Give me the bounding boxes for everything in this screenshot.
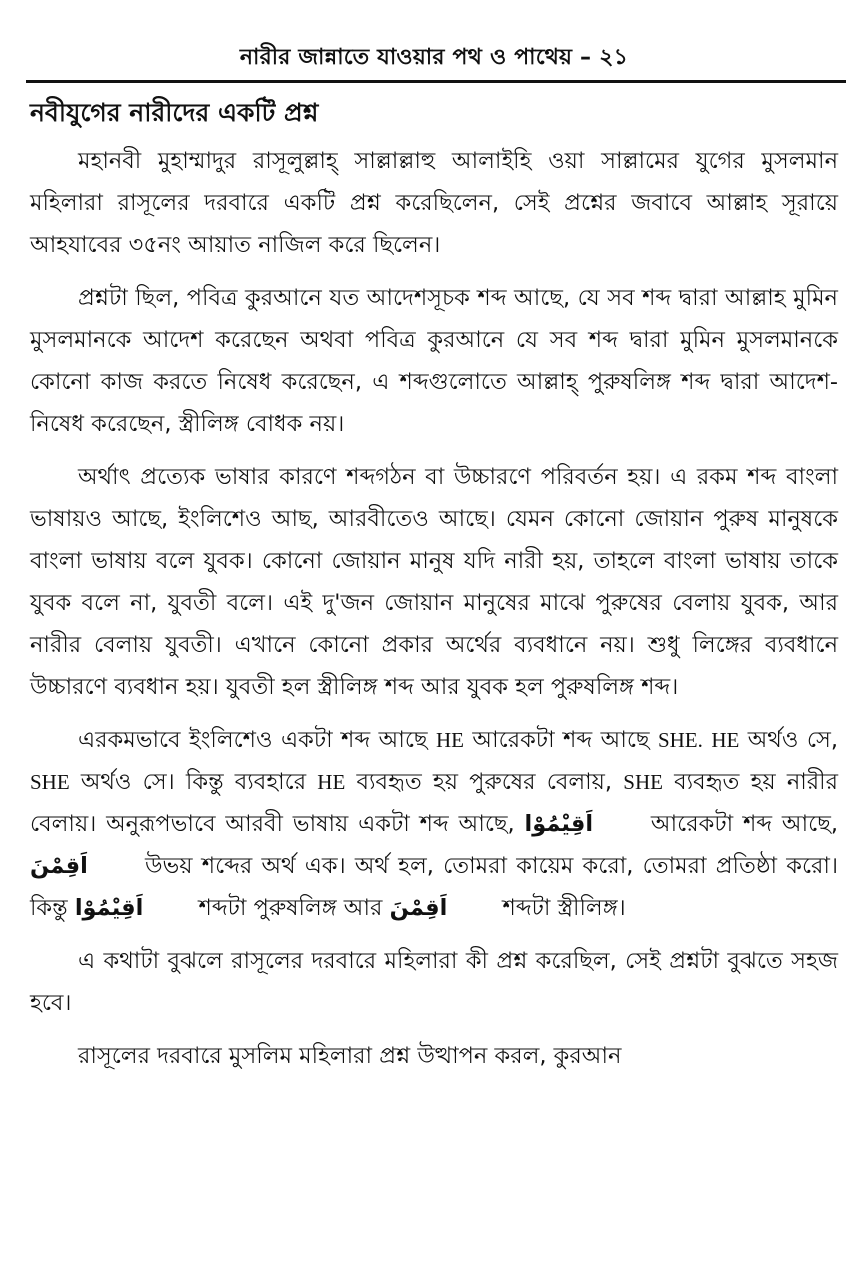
arabic-word-aqimu: اَقِيْمُوْا xyxy=(74,895,144,921)
english-word-he: HE xyxy=(711,728,740,752)
paragraph-1: মহানবী মুহাম্মাদুর রাসূলুল্লাহ্‌ সাল্লাল্লাহু আলাইহি ওয়া সাল্লামের যুগের মুসলমান মহিলারা রাসূলের দরবারে একটি প্রশ্ন করেছিলেন, সেই প্রশ্নের জবাবে আল্লাহ সূরায়ে আহযাবের ৩৫নং আয়াত নাজিল করে ছিলেন। xyxy=(30,148,838,258)
header-rule xyxy=(26,80,846,83)
paragraph-4-text: শব্দটা স্ত্রীলিঙ্গ। xyxy=(495,895,626,921)
paragraph-6: রাসূলের দরবারে মুসলিম মহিলারা প্রশ্ন উত্থাপন করল, কুরআন xyxy=(78,1043,622,1069)
arabic-word-aqimna: اَقِمْنَ xyxy=(30,853,88,879)
english-word-he: HE xyxy=(435,728,464,752)
english-word-she: SHE. xyxy=(657,728,703,752)
paragraph-4-text: এরকমভাবে ইংলিশেও একটা শব্দ আছে xyxy=(78,727,436,753)
paragraph-4-text: ব্যবহৃত হয় পুরুষের বেলায়, xyxy=(345,769,624,795)
paragraph-4-text: আরেকটা শব্দ আছে xyxy=(463,727,658,753)
arabic-word-aqimu: اَقِيْمُوْا xyxy=(524,811,594,837)
paragraph-2: প্রশ্নটা ছিল, পবিত্র কুরআনে যত আদেশসূচক শব্দ আছে, যে সব শব্দ দ্বারা আল্লাহ মুমিন মুসলমানকে আদেশ করেছেন অথবা পবিত্র কুরআনে যে সব শব্দ দ্বারা মুমিন মুসলমানকে কোনো কাজ করতে নিষেধ করেছেন, এ শব্দগুলোতে আল্লাহ্‌ পুরুষলিঙ্গ শব্দ দ্বারা আদেশ-নিষেধ করেছেন, স্ত্রীলিঙ্গ বোধক নয়। xyxy=(30,285,838,437)
english-word-she: SHE xyxy=(30,770,70,794)
paragraph-4-text: ব্যবহৃত হয় নারীর বেলায়। অনুরূপভাবে আরবী ভাষায় একটা শব্দ আছে, xyxy=(30,769,838,837)
section-title: নবীযুগের নারীদের একটি প্রশ্ন xyxy=(30,98,319,127)
running-header: নারীর জান্নাতে যাওয়ার পথ ও পাথেয় – ২১ xyxy=(239,45,629,70)
arabic-word-aqimna: اَقِمْنَ xyxy=(389,895,448,921)
paragraph-4-text: আরেকটা শব্দ আছে, xyxy=(641,811,838,837)
paragraph-4-text: উভয় শব্দের অর্থ এক। অর্থ হল, তোমরা কায়েম করো, তোমরা প্রতিষ্ঠা করো। কিন্তু xyxy=(30,853,838,921)
paragraph-4-text: অর্থও সে। কিন্তু ব্যবহারে xyxy=(69,769,318,795)
paragraph-4-text: শব্দটা পুরুষলিঙ্গ আর xyxy=(191,895,390,921)
paragraph-4-text: অর্থও সে, xyxy=(739,727,838,753)
page-body xyxy=(30,92,838,1088)
paragraph-3: অর্থাৎ প্রত্যেক ভাষার কারণে শব্দগঠন বা উচ্চারণে পরিবর্তন হয়। এ রকম শব্দ বাংলা ভাষায়ও আছে, ইংলিশেও আছ, আরবীতেও আছে। যেমন কোনো জোয়ান পুরুষ মানুষকে বাংলা ভাষায় বলে যুবক। কোনো জোয়ান মানুষ যদি নারী হয়, তাহলে বাংলা ভাষায় তাকে যুবক বলে না, যুবতী বলে। এই দু'জন জোয়ান মানুষের মাঝে পুরুষের বেলায় যুবক, আর নারীর বেলায় যুবতী। এখানে কোনো প্রকার অর্থের ব্যবধানে নয়। শুধু লিঙ্গের ব্যবধানে উচ্চারণে ব্যবধান হয়। যুবতী হল স্ত্রীলিঙ্গ শব্দ আর যুবক হল পুরুষলিঙ্গ শব্দ। xyxy=(30,464,838,700)
english-word-she: SHE xyxy=(623,770,663,794)
paragraph-4 xyxy=(30,719,838,929)
english-word-he: HE xyxy=(317,770,346,794)
paragraph-5: এ কথাটা বুঝলে রাসূলের দরবারে মহিলারা কী প্রশ্ন করেছিল, সেই প্রশ্নটা বুঝতে সহজ হবে। xyxy=(30,948,838,1016)
